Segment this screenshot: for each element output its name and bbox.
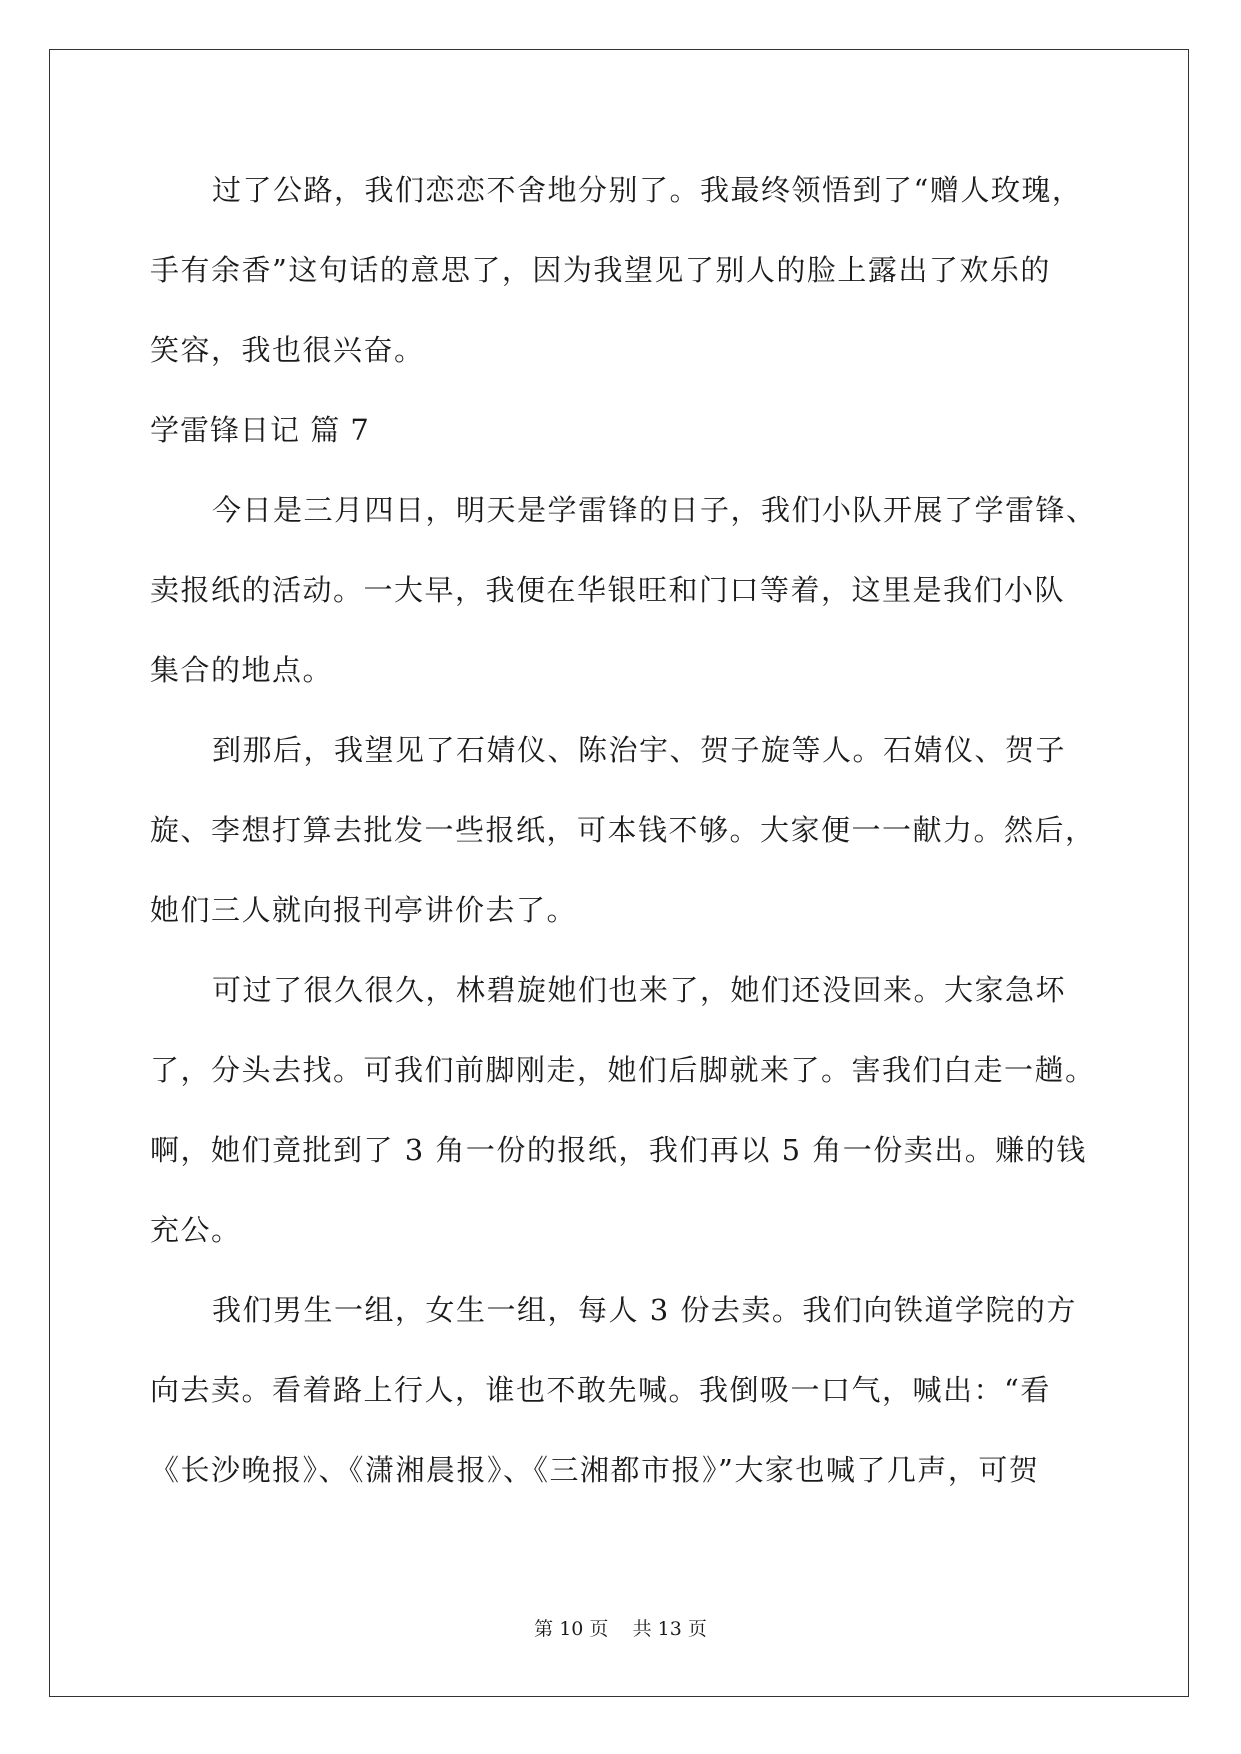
paragraph-line: 充公。 xyxy=(150,1213,242,1247)
paragraph-line: 集合的地点。 xyxy=(150,653,334,687)
paragraph-line: 她们三人就向报刊亭讲价去了。 xyxy=(150,893,578,927)
paragraph-line: 啊，她们竟批到了 3 角一份的报纸，我们再以 5 角一份卖出。赚的钱 xyxy=(150,1133,1087,1167)
paragraph-line: 过了公路，我们恋恋不舍地分别了。我最终领悟到了“赠人玫瑰， xyxy=(212,173,1083,207)
paragraph-line: 向去卖。看着路上行人，谁也不敢先喊。我倒吸一口气，喊出：“看 xyxy=(150,1373,1051,1407)
paragraph-line: 旋、李想打算去批发一些报纸，可本钱不够。大家便一一献力。然后， xyxy=(150,813,1096,847)
paragraph-line: 今日是三月四日，明天是学雷锋的日子，我们小队开展了学雷锋、 xyxy=(212,493,1097,527)
paragraph-line: 了，分头去找。可我们前脚刚走，她们后脚就来了。害我们白走一趟。 xyxy=(150,1053,1096,1087)
paragraph-line: 可过了很久很久，林碧旋她们也来了，她们还没回来。大家急坏 xyxy=(212,973,1067,1007)
paragraph-line: 《长沙晚报》、《潇湘晨报》、《三湘都市报》”大家也喊了几声，可贺 xyxy=(150,1453,1040,1487)
paragraph-line: 我们男生一组，女生一组，每人 3 份去卖。我们向铁道学院的方 xyxy=(212,1293,1077,1327)
paragraph-line: 卖报纸的活动。一大早，我便在华银旺和门口等着，这里是我们小队 xyxy=(150,573,1066,607)
paragraph-line: 手有余香”这句话的意思了，因为我望见了别人的脸上露出了欢乐的 xyxy=(150,253,1051,287)
paragraph-line: 笑容，我也很兴奋。 xyxy=(150,333,425,367)
section-heading: 学雷锋日记 篇 7 xyxy=(150,413,370,447)
paragraph-line: 到那后，我望见了石婧仪、陈治宇、贺子旋等人。石婧仪、贺子 xyxy=(212,733,1067,767)
page-footer: 第 10 页 共 13 页 xyxy=(534,1618,707,1640)
